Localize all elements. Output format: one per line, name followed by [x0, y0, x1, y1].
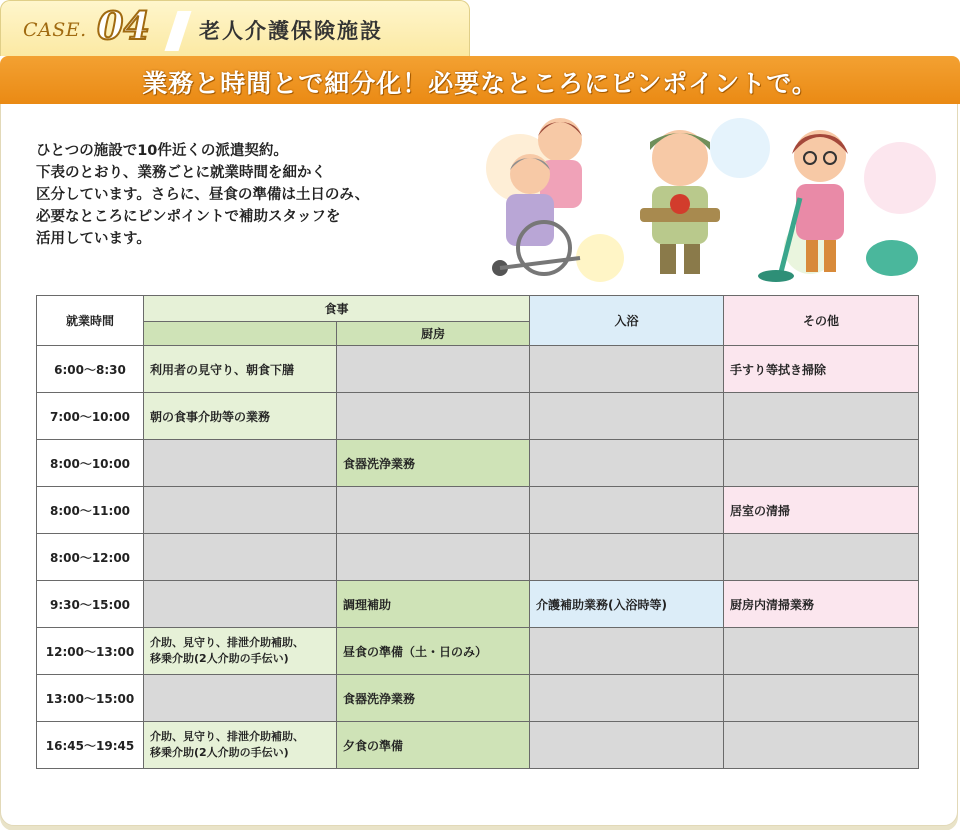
- intro-text: [36, 140, 476, 250]
- cell-other: 厨房内清掃業務: [724, 581, 919, 628]
- table-row: [37, 722, 919, 769]
- cell-bath: [530, 393, 724, 440]
- cell-kitchen: [337, 487, 530, 534]
- cell-meal: 介助、見守り、排泄介助補助、 移乗介助(2人介助の手伝い): [144, 628, 337, 675]
- cell-other: 居室の清掃: [724, 487, 919, 534]
- intro-line: 区分しています。さらに、昼食の準備は土日のみ、: [36, 187, 370, 203]
- case-number: 04: [97, 3, 150, 48]
- cell-time: 8:00～11:00: [37, 487, 144, 534]
- cell-kitchen: 昼食の準備（土・日のみ）: [337, 628, 530, 675]
- cell-bath: [530, 440, 724, 487]
- cell-other: [724, 440, 919, 487]
- cell-time: 12:00～13:00: [37, 628, 144, 675]
- cell-meal: [144, 675, 337, 722]
- cell-bath: 介護補助業務(入浴時等): [530, 581, 724, 628]
- cell-bath: [530, 628, 724, 675]
- cell-bath: [530, 722, 724, 769]
- caregivers-illustration: [480, 108, 940, 288]
- case-label: CASE.: [23, 19, 87, 41]
- cell-meal: [144, 487, 337, 534]
- intro-line: ひとつの施設で10件近くの派遣契約。: [36, 143, 288, 159]
- table-row: [37, 534, 919, 581]
- cell-kitchen: [337, 346, 530, 393]
- cell-meal: [144, 534, 337, 581]
- header-kitchen: 厨房: [337, 322, 530, 346]
- schedule-table: [36, 295, 919, 769]
- headline-bar: [0, 56, 960, 104]
- cell-meal: 朝の食事介助等の業務: [144, 393, 337, 440]
- cell-meal: [144, 440, 337, 487]
- cell-time: 16:45～19:45: [37, 722, 144, 769]
- case-tab: [0, 0, 470, 56]
- cell-time: 8:00～12:00: [37, 534, 144, 581]
- header-time: 就業時間: [37, 296, 144, 346]
- table-row: [37, 346, 919, 393]
- cell-kitchen: 食器洗浄業務: [337, 440, 530, 487]
- cell-kitchen: 食器洗浄業務: [337, 675, 530, 722]
- intro-line: 下表のとおり、業務ごとに就業時間を細かく: [36, 165, 326, 181]
- cell-kitchen: 夕食の準備: [337, 722, 530, 769]
- table-header-row: [37, 296, 919, 322]
- table-row: [37, 628, 919, 675]
- cell-time: 8:00～10:00: [37, 440, 144, 487]
- intro-line: 活用しています。: [36, 231, 151, 247]
- table-row: [37, 581, 919, 628]
- cell-time: 13:00～15:00: [37, 675, 144, 722]
- cell-bath: [530, 534, 724, 581]
- cell-other: 手すり等拭き掃除: [724, 346, 919, 393]
- cell-other: [724, 393, 919, 440]
- headline: 業務と時間とで細分化！必要なところにピンポイントで。: [142, 69, 818, 98]
- cell-kitchen: [337, 393, 530, 440]
- cell-time: 9:30～15:00: [37, 581, 144, 628]
- cell-bath: [530, 675, 724, 722]
- table-row: [37, 487, 919, 534]
- table-row: [37, 675, 919, 722]
- cell-time: 7:00～10:00: [37, 393, 144, 440]
- cell-meal: 介助、見守り、排泄介助補助、 移乗介助(2人介助の手伝い): [144, 722, 337, 769]
- cell-other: [724, 534, 919, 581]
- case-separator: [165, 11, 192, 51]
- table-row: [37, 393, 919, 440]
- case-title: 老人介護保険施設: [199, 19, 383, 43]
- cell-other: [724, 722, 919, 769]
- intro-line: 必要なところにピンポイントで補助スタッフを: [36, 209, 341, 225]
- cell-other: [724, 675, 919, 722]
- cell-kitchen: [337, 534, 530, 581]
- header-bath: 入浴: [530, 296, 724, 346]
- cell-other: [724, 628, 919, 675]
- header-other: その他: [724, 296, 919, 346]
- cell-meal: [144, 581, 337, 628]
- table-row: [37, 440, 919, 487]
- cell-bath: [530, 346, 724, 393]
- cell-kitchen: 調理補助: [337, 581, 530, 628]
- header-meal: 食事: [144, 296, 530, 322]
- elderly-man-figure: [640, 130, 720, 274]
- cell-meal: 利用者の見守り、朝食下膳: [144, 346, 337, 393]
- cell-bath: [530, 487, 724, 534]
- cell-time: 6:00～8:30: [37, 346, 144, 393]
- header-meal-blank: [144, 322, 337, 346]
